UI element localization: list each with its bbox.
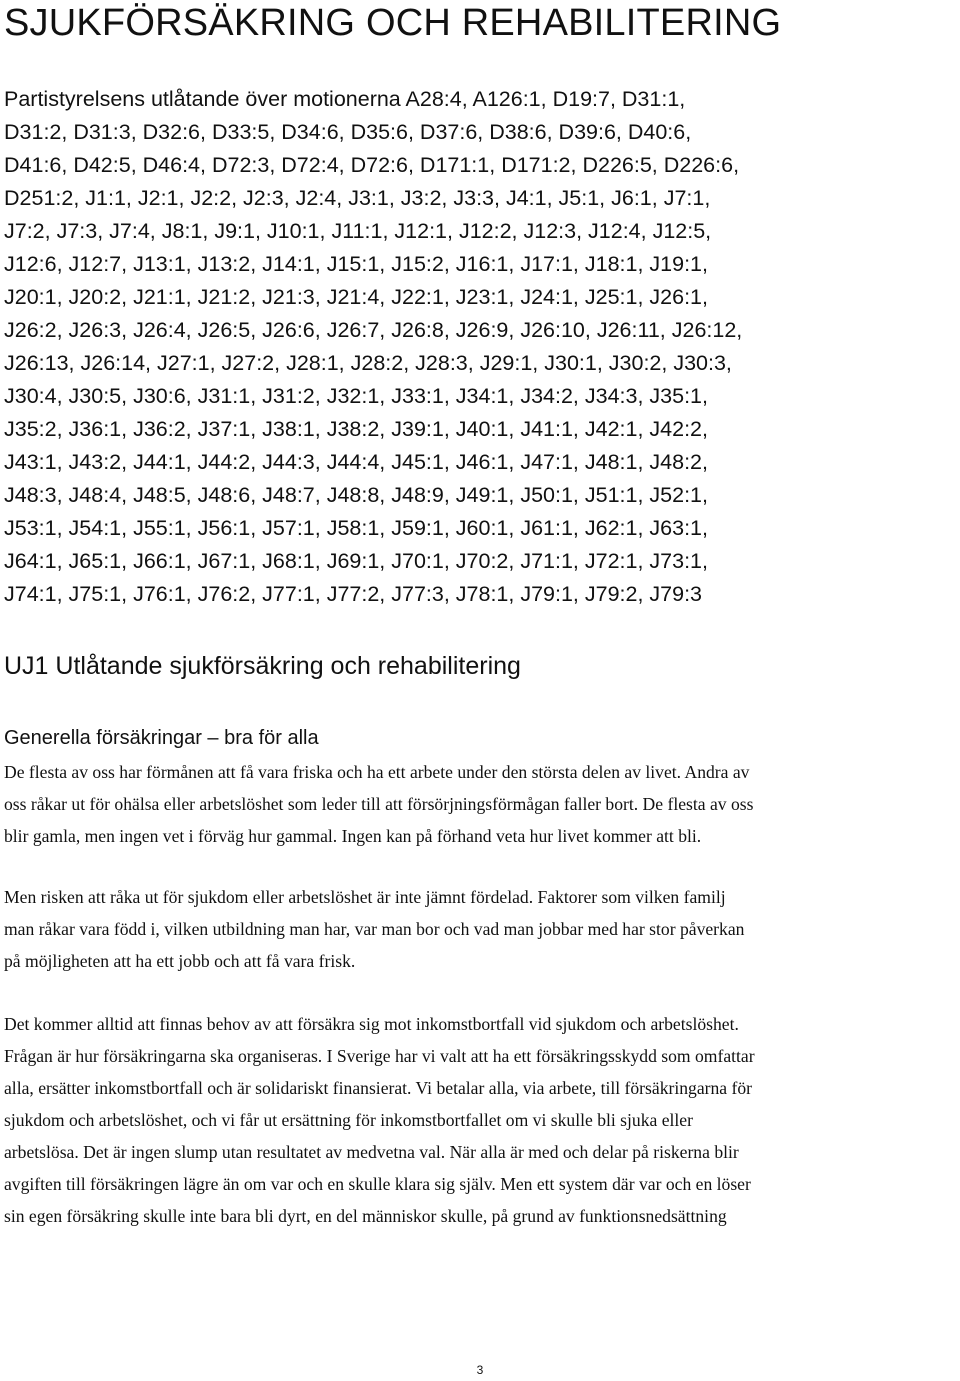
- body-paragraph: [4, 881, 954, 977]
- paragraph-line: oss råkar ut för ohälsa eller arbetslöshet som leder till att försörjningsförmågan faller bort. De flesta av oss: [4, 794, 754, 814]
- paragraph-line: sjukdom och arbetslöshet, och vi får ut ersättning för inkomstbortfallet om vi skulle bli sjuka eller: [4, 1110, 693, 1130]
- paragraph-line: sin egen försäkring skulle inte bara bli dyrt, en del människor skulle, på grund av funktionsnedsättning: [4, 1206, 727, 1226]
- motions-line: J26:2, J26:3, J26:4, J26:5, J26:6, J26:7, J26:8, J26:9, J26:10, J26:11, J26:12,: [4, 318, 743, 342]
- paragraph-line: avgiften till försäkringen lägre än om var och en skulle klara sig själv. Men ett system där var och en löser: [4, 1174, 751, 1194]
- motions-line: J26:13, J26:14, J27:1, J27:2, J28:1, J28:2, J28:3, J29:1, J30:1, J30:2, J30:3,: [4, 351, 732, 375]
- page-number: 3: [476, 1363, 484, 1377]
- motions-line: D251:2, J1:1, J2:1, J2:2, J2:3, J2:4, J3:1, J3:2, J3:3, J4:1, J5:1, J6:1, J7:1,: [4, 186, 711, 210]
- motions-line: J64:1, J65:1, J66:1, J67:1, J68:1, J69:1, J70:1, J70:2, J71:1, J72:1, J73:1,: [4, 549, 708, 573]
- document-title: SJUKFÖRSÄKRING OCH REHABILITERING: [4, 2, 782, 44]
- paragraph-line: på möjligheten att ha ett jobb och att få vara frisk.: [4, 951, 356, 971]
- paragraph-line: blir gamla, men ingen vet i förväg hur gammal. Ingen kan på förhand veta hur livet kommer att bli.: [4, 826, 702, 846]
- motions-line: J12:6, J12:7, J13:1, J13:2, J14:1, J15:1, J15:2, J16:1, J17:1, J18:1, J19:1,: [4, 252, 708, 276]
- paragraph-line: Men risken att råka ut för sjukdom eller arbetslöshet är inte jämnt fördelad. Faktorer som vilken familj: [4, 887, 726, 907]
- motions-line: J7:2, J7:3, J7:4, J8:1, J9:1, J10:1, J11:1, J12:1, J12:2, J12:3, J12:4, J12:5,: [4, 219, 712, 243]
- body-paragraph: [4, 1008, 954, 1232]
- motions-line: J35:2, J36:1, J36:2, J37:1, J38:1, J38:2, J39:1, J40:1, J41:1, J42:1, J42:2,: [4, 417, 708, 441]
- motions-line: D31:2, D31:3, D32:6, D33:5, D34:6, D35:6, D37:6, D38:6, D39:6, D40:6,: [4, 120, 692, 144]
- subsection-title: Generella försäkringar – bra för alla: [4, 727, 319, 749]
- motions-line: Partistyrelsens utlåtande över motionerna A28:4, A126:1, D19:7, D31:1,: [4, 87, 686, 111]
- motions-line: J43:1, J43:2, J44:1, J44:2, J44:3, J44:4, J45:1, J46:1, J47:1, J48:1, J48:2,: [4, 450, 708, 474]
- paragraph-line: arbetslösa. Det är ingen slump utan resultatet av medvetna val. När alla är med och delar på riskerna blir: [4, 1142, 739, 1162]
- paragraph-line: Frågan är hur försäkringarna ska organiseras. I Sverige har vi valt att ha ett försäkringsskydd som omfattar: [4, 1046, 755, 1066]
- motions-list: [4, 83, 944, 611]
- paragraph-line: man råkar vara född i, vilken utbildning man har, var man bor och vad man jobbar med har stor påverkan: [4, 919, 745, 939]
- section-title: UJ1 Utlåtande sjukförsäkring och rehabilitering: [4, 652, 521, 680]
- motions-line: J74:1, J75:1, J76:1, J76:2, J77:1, J77:2, J77:3, J78:1, J79:1, J79:2, J79:3: [4, 582, 703, 606]
- motions-line: J30:4, J30:5, J30:6, J31:1, J31:2, J32:1, J33:1, J34:1, J34:2, J34:3, J35:1,: [4, 384, 708, 408]
- motions-line: J48:3, J48:4, J48:5, J48:6, J48:7, J48:8, J48:9, J49:1, J50:1, J51:1, J52:1,: [4, 483, 708, 507]
- paragraph-line: De flesta av oss har förmånen att få vara friska och ha ett arbete under den största delen av livet. Andra av: [4, 762, 750, 782]
- motions-line: D41:6, D42:5, D46:4, D72:3, D72:4, D72:6, D171:1, D171:2, D226:5, D226:6,: [4, 153, 740, 177]
- motions-line: J20:1, J20:2, J21:1, J21:2, J21:3, J21:4, J22:1, J23:1, J24:1, J25:1, J26:1,: [4, 285, 708, 309]
- paragraph-line: alla, ersätter inkomstbortfall och är solidariskt finansierat. Vi betalar alla, via arbete, till försäkringarna för: [4, 1078, 753, 1098]
- paragraph-line: Det kommer alltid att finnas behov av att försäkra sig mot inkomstbortfall vid sjukdom och arbetslöshet.: [4, 1014, 739, 1034]
- motions-line: J53:1, J54:1, J55:1, J56:1, J57:1, J58:1, J59:1, J60:1, J61:1, J62:1, J63:1,: [4, 516, 708, 540]
- body-paragraph: [4, 756, 954, 852]
